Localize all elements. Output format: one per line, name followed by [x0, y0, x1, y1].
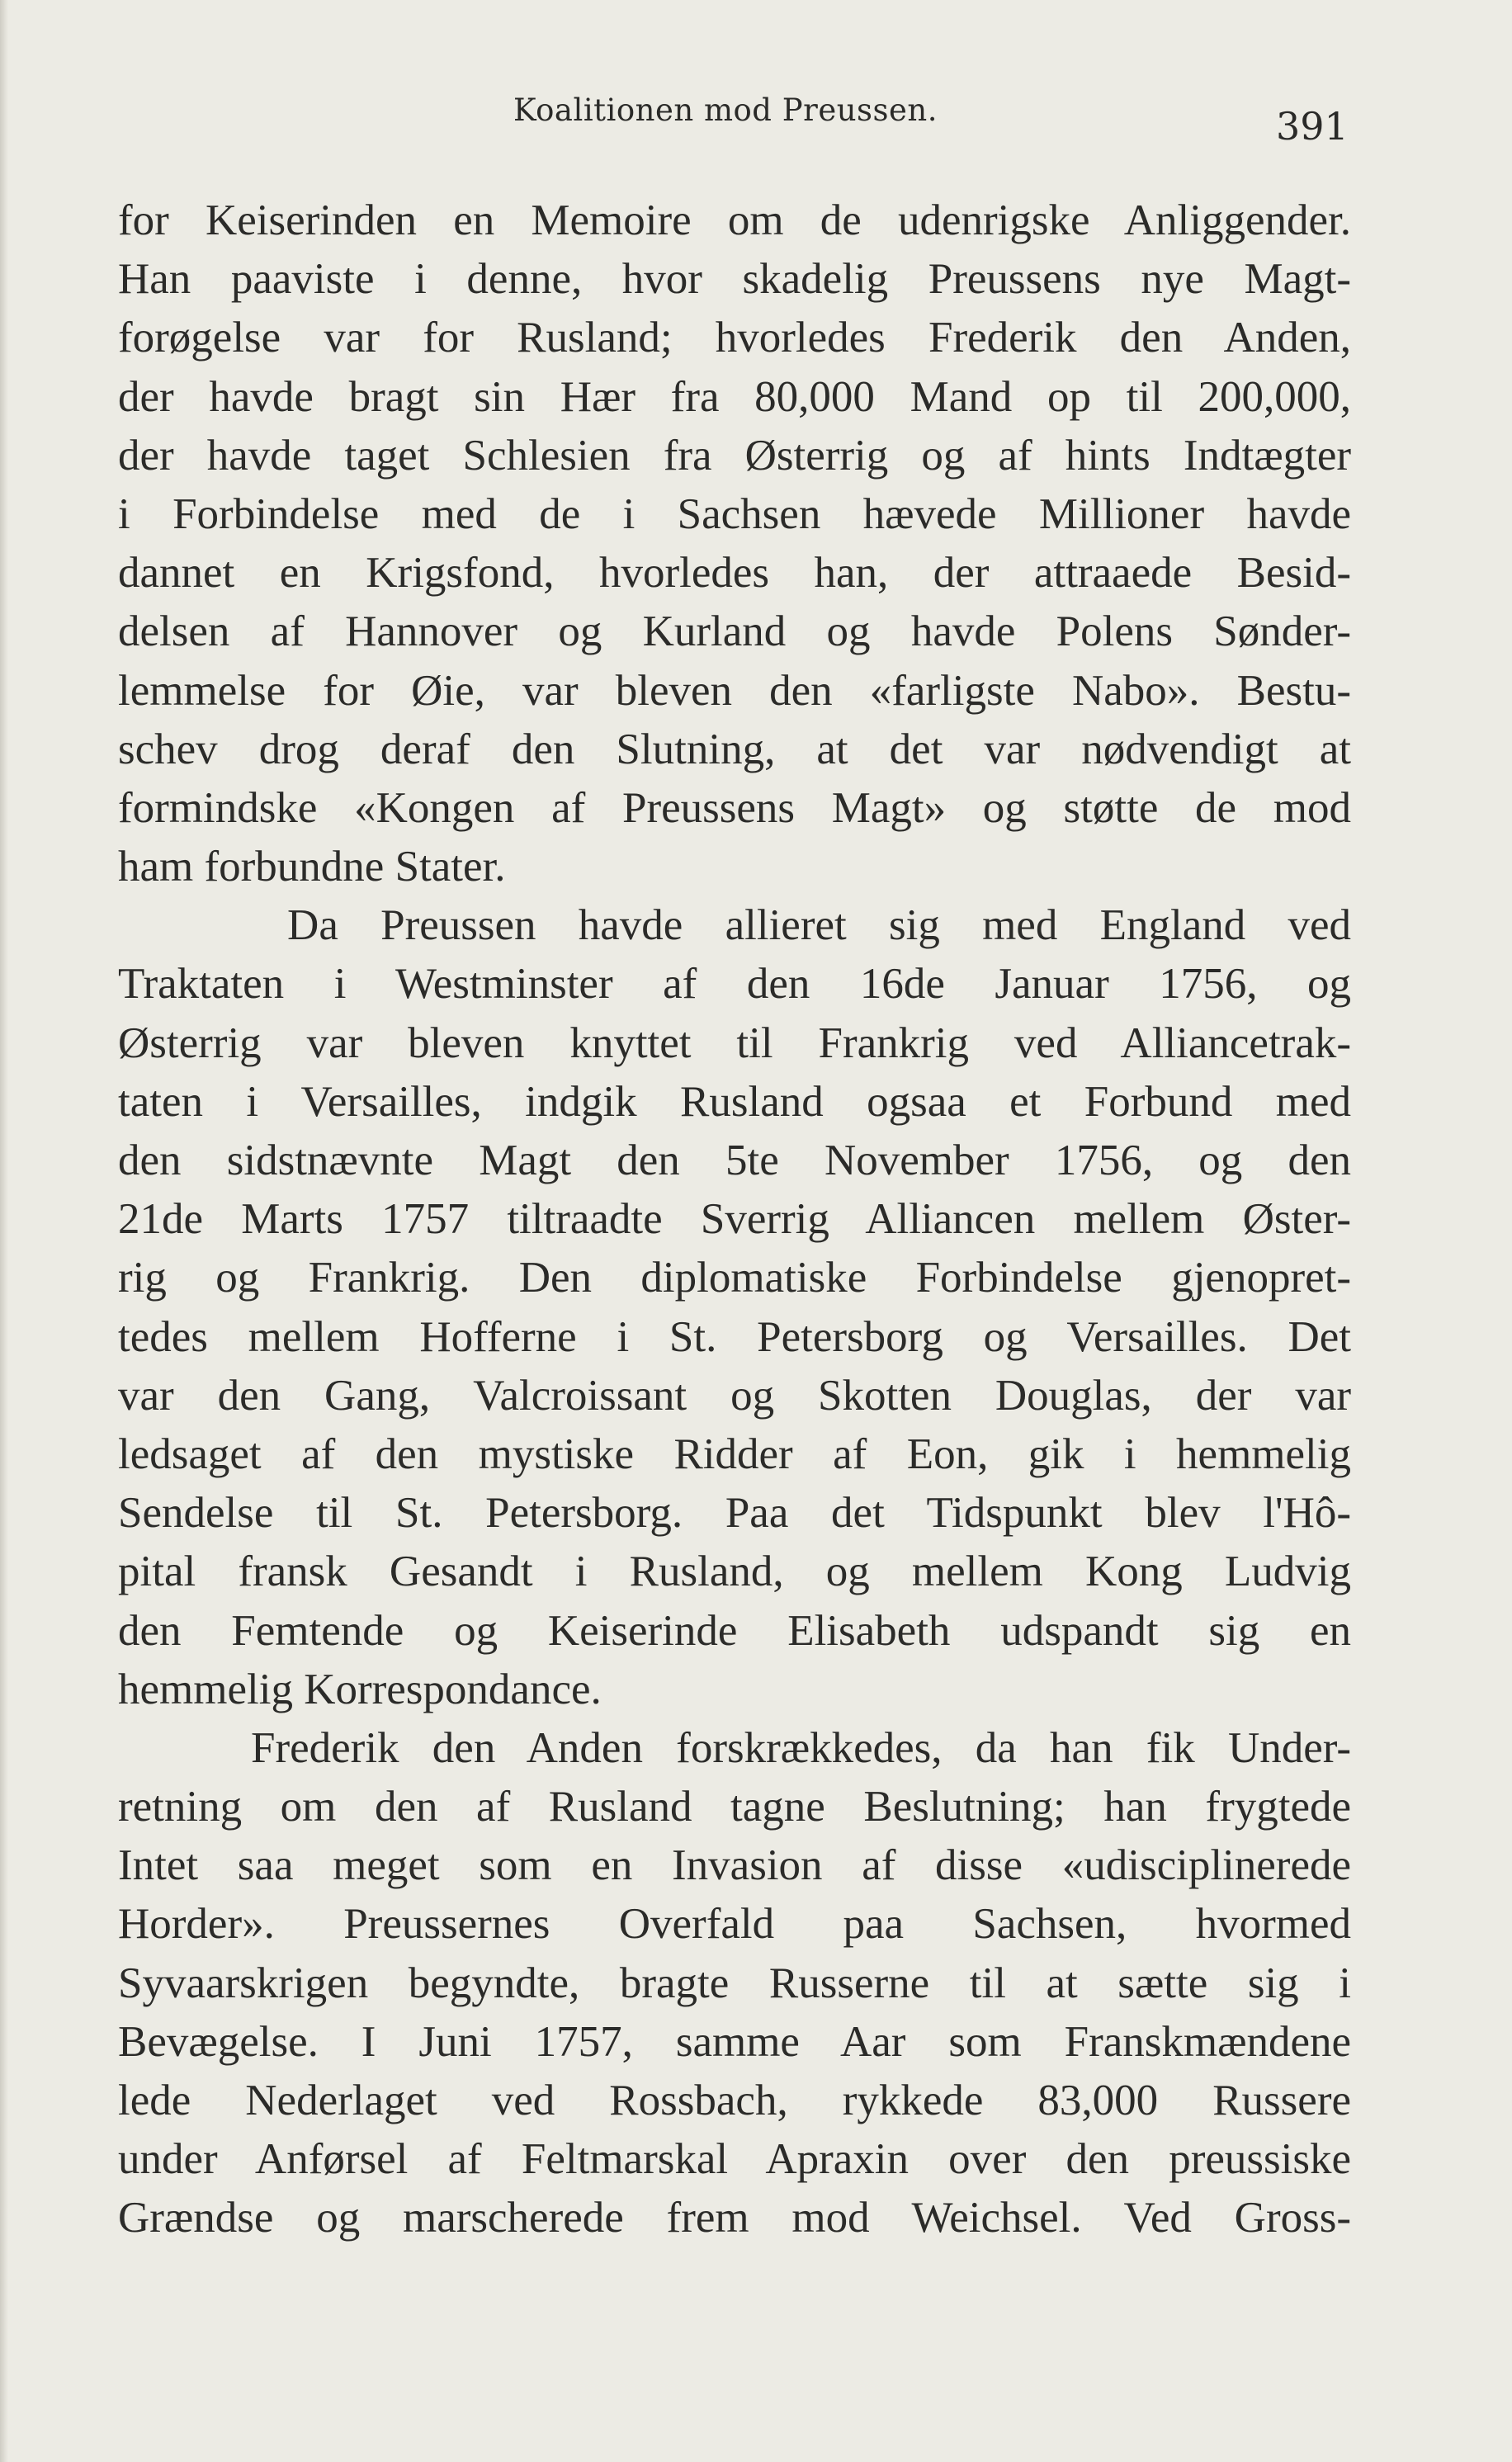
text-line: ham forbundne Stater.: [118, 843, 506, 891]
text-line: rig og Frankrig. Den diplomatiske Forbindelse gjenopret-: [118, 1254, 1351, 1302]
running-title: Koalitionen mod Preussen.: [513, 92, 938, 128]
text-line: hemmelig Korrespondance.: [118, 1665, 602, 1713]
text-line: Intet saa meget som en Invasion af disse «udisciplinerede: [118, 1841, 1351, 1890]
text-line: Syvaarskrigen begyndte, bragte Russerne til at sætte sig i: [118, 1959, 1351, 2007]
page-number: 391: [1276, 104, 1349, 149]
page-header: [0, 92, 1512, 158]
text-line: i Forbindelse med de i Sachsen hævede Millioner havde: [118, 489, 1351, 538]
text-line: taten i Versailles, indgik Rusland ogsaa et Forbund med: [118, 1077, 1351, 1126]
text-line: Da Preussen havde allieret sig med England ved: [118, 901, 1351, 950]
text-line: der havde bragt sin Hær fra 80,000 Mand op til 200,000,: [118, 372, 1351, 421]
page-left-edge: [0, 0, 8, 2462]
text-line: Han paaviste i denne, hvor skadelig Preussens nye Magt-: [118, 255, 1351, 304]
text-line: den sidstnævnte Magt den 5te November 1756, og den: [118, 1136, 1351, 1184]
text-line: der havde taget Schlesien fra Østerrig og af hints Indtægter: [118, 431, 1351, 480]
text-line: tedes mellem Hofferne i St. Petersborg og Versailles. Det: [118, 1312, 1351, 1361]
text-line: Horder». Preussernes Overfald paa Sachsen, hvormed: [118, 1900, 1351, 1949]
text-line: Sendelse til St. Petersborg. Paa det Tidspunkt blev l'Hô-: [118, 1489, 1351, 1538]
text-line: pital fransk Gesandt i Rusland, og mellem Kong Ludvig: [118, 1548, 1351, 1596]
text-line: for Keiserinden en Memoire om de udenrigske Anliggender.: [118, 196, 1351, 244]
text-line: delsen af Hannover og Kurland og havde Polens Sønder-: [118, 607, 1351, 656]
text-line: retning om den af Rusland tagne Beslutning; han frygtede: [118, 1783, 1351, 1831]
text-line: lemmelse for Øie, var bleven den «farligste Nabo». Bestu-: [118, 666, 1351, 715]
text-line: den Femtende og Keiserinde Elisabeth udspandt sig en: [118, 1606, 1351, 1655]
text-line: ledsaget af den mystiske Ridder af Eon, gik i hemmelig: [118, 1429, 1351, 1478]
text-line: 21de Marts 1757 tiltraadte Sverrig Alliancen mellem Øster-: [118, 1195, 1351, 1244]
text-line: Østerrig var bleven knyttet til Frankrig ved Alliancetrak-: [118, 1018, 1351, 1067]
text-line: Grændse og marscherede frem mod Weichsel. Ved Gross-: [118, 2194, 1351, 2242]
text-line: forøgelse var for Rusland; hvorledes Frederik den Anden,: [118, 314, 1351, 362]
body-text: [118, 191, 1351, 2248]
text-line: schev drog deraf den Slutning, at det var nødvendigt at: [118, 725, 1351, 773]
text-line: under Anførsel af Feltmarskal Apraxin over den preussiske: [118, 2135, 1351, 2184]
text-line: lede Nederlaget ved Rossbach, rykkede 83,000 Russere: [118, 2077, 1351, 2124]
text-line: var den Gang, Valcroissant og Skotten Douglas, der var: [118, 1371, 1351, 1420]
text-line: Bevægelse. I Juni 1757, samme Aar som Franskmændene: [118, 2017, 1351, 2066]
text-line: Traktaten i Westminster af den 16de Januar 1756, og: [118, 960, 1351, 1009]
text-line: Frederik den Anden forskrækkedes, da han fik Under-: [118, 1723, 1351, 1772]
text-line: formindske «Kongen af Preussens Magt» og støtte de mod: [118, 783, 1351, 832]
text-line: dannet en Krigsfond, hvorledes han, der attraaede Besid-: [118, 549, 1351, 598]
